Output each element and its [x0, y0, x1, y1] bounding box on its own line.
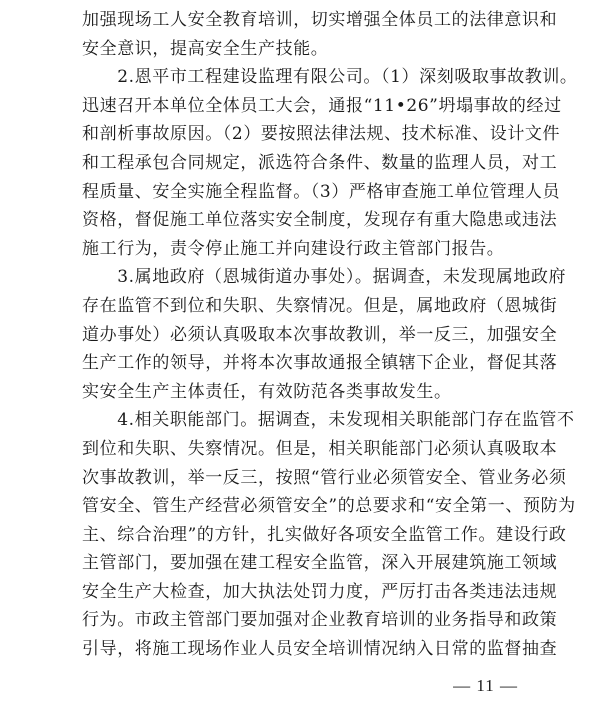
document-body [82, 6, 578, 664]
text-line: 资格，督促施工单位落实安全制度，发现存有重大隐患或违法 [82, 210, 558, 231]
text-line: 存在监管不到位和失职、失察情况。但是，属地政府（恩城街 [82, 295, 558, 316]
text-line: 管安全、管生产经营必须管安全”的总要求和“安全第一、预防为 [82, 496, 576, 517]
text-line: 主、综合治理”的方针，扎实做好各项安全监管工作。建设行政 [82, 524, 567, 545]
text-line: 生产工作的领导，并将本次事故通报全镇辖下企业，督促其落 [82, 353, 558, 374]
text-line: 安全意识，提高安全生产技能。 [82, 38, 329, 59]
text-line: 4.相关职能部门。据调查，未发现相关职能部门存在监管不 [82, 410, 575, 431]
text-line: 加强现场工人安全教育培训，切实增强全体员工的法律意识和 [82, 10, 558, 30]
text-line: 和工程承包合同规定，派选符合条件、数量的监理人员，对工 [82, 152, 558, 173]
text-line: 迅速召开本单位全体员工大会，通报“11•26”坍塌事故的经过 [82, 95, 562, 116]
paragraph-2 [82, 63, 578, 263]
text-line: 行为。市政主管部门要加强对企业教育培训的业务指导和政策 [82, 610, 558, 631]
paragraph-3 [82, 263, 567, 406]
text-line: 引导，将施工现场作业人员安全培训情况纳入日常的监督抽查 [82, 639, 558, 660]
paragraph-1 [82, 6, 557, 63]
page-number: — 11 — [453, 676, 518, 695]
text-line: 道办事处）必须认真吸取本次事故教训，举一反三，加强安全 [82, 324, 558, 345]
text-line: 和剖析事故原因。（2）要按照法律法规、技术标准、设计文件 [82, 124, 561, 145]
text-line: 主管部门，要加强在建工程安全监管，深入开展建筑施工领域 [82, 553, 558, 574]
text-line: 2.恩平市工程建设监理有限公司。（1）深刻吸取事故教训。 [82, 67, 578, 88]
text-line: 到位和失职、失察情况。但是，相关职能部门必须认真吸取本 [82, 438, 558, 459]
text-line: 安全生产大检查，加大执法处罚力度，严厉打击各类违法违规 [82, 581, 558, 602]
paragraph-4 [82, 406, 576, 663]
text-line: 次事故教训，举一反三，按照“管行业必须管安全、管业务必须 [82, 467, 567, 488]
text-line: 实安全生产主体责任，有效防范各类事故发生。 [82, 381, 452, 402]
text-line: 施工行为，责令停止施工并向建设行政主管部门报告。 [82, 238, 505, 259]
text-line: 程质量、安全实施全程监督。（3）严格审查施工单位管理人员 [82, 181, 561, 202]
text-line: 3.属地政府（恩城街道办事处）。据调查，未发现属地政府 [82, 267, 567, 288]
